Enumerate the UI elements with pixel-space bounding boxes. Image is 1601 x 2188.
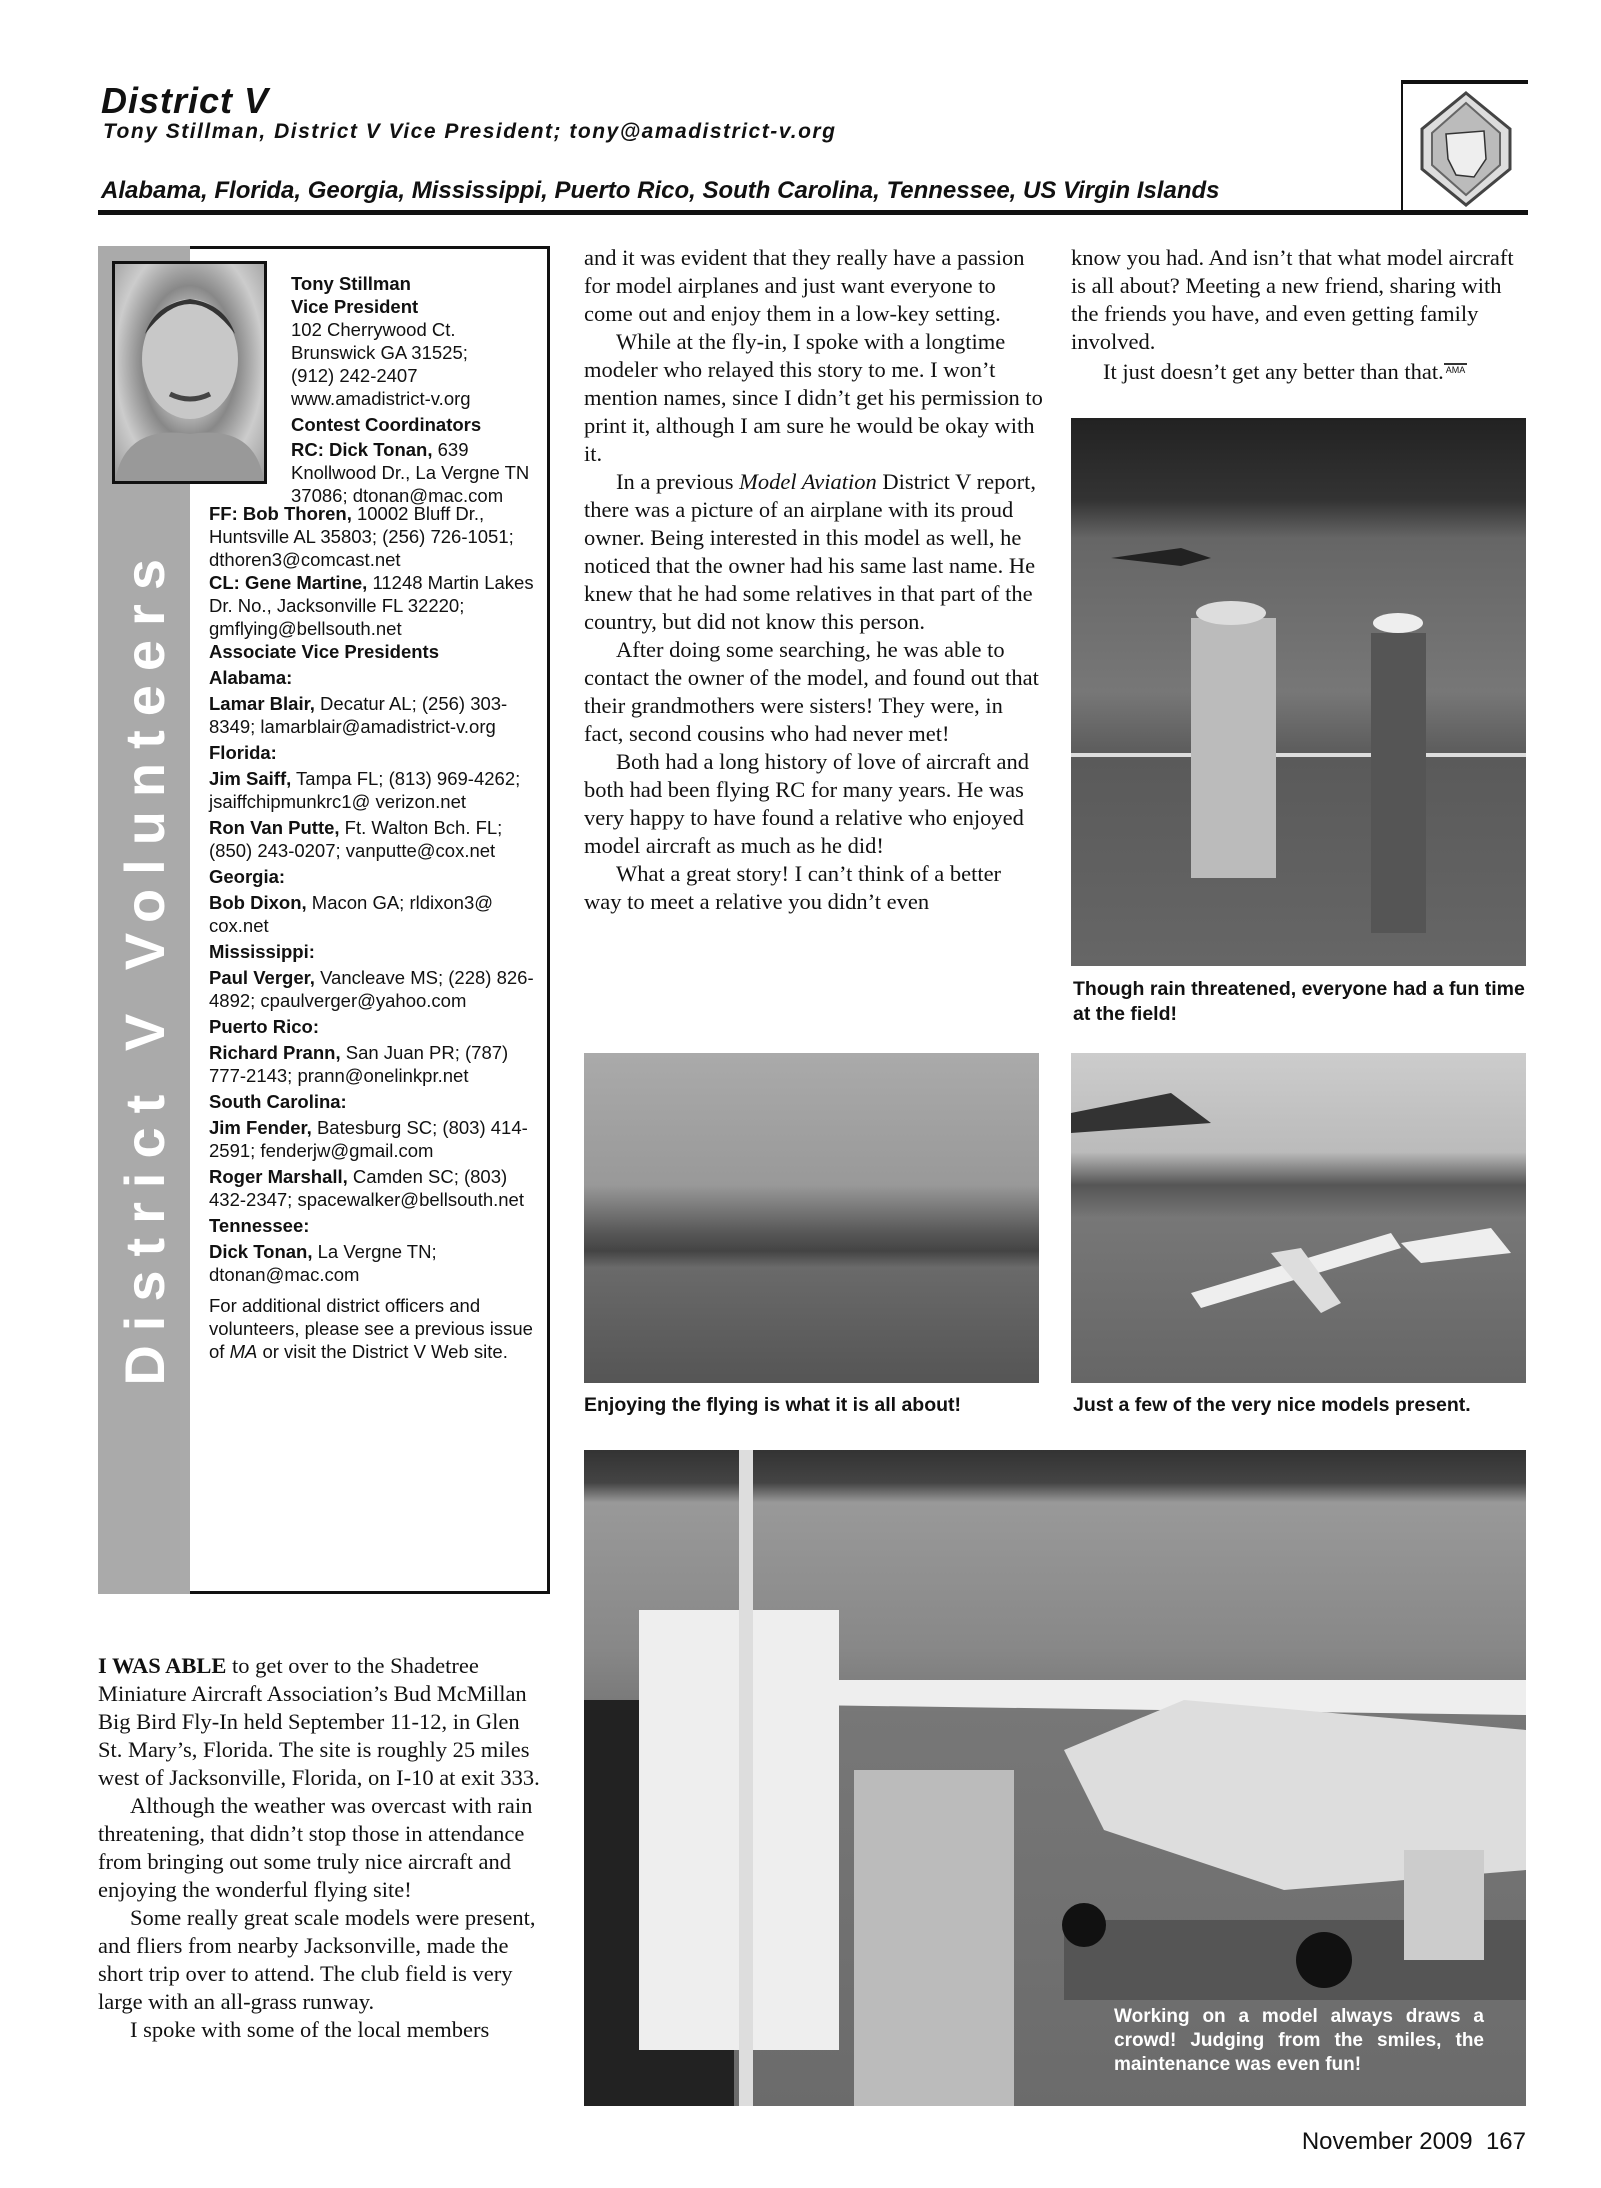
volunteer-info: La Vergne TN; dtonan@mac.com: [209, 1241, 437, 1285]
state-heading: Mississippi:: [209, 941, 315, 962]
volunteer-entry: [209, 891, 544, 937]
paragraph: What a great story! I can’t think of a better way to meet a relative you didn’t even: [584, 861, 1002, 914]
district-logo: [1401, 80, 1528, 213]
magazine-title: Model Aviation: [739, 469, 877, 494]
vp-title: Vice President: [291, 296, 419, 317]
volunteer-info: Ft. Walton Bch. FL; (850) 243-0207; vanputte@cox.net: [209, 817, 503, 861]
photo-models-tent: [1071, 1053, 1526, 1383]
note-text: For additional district officers and volunteers, please see a previous issue of: [209, 1295, 533, 1362]
ama-end-mark-icon: AMA: [1445, 365, 1466, 375]
paragraph-text: It just doesn’t get any better than that.: [1103, 359, 1444, 384]
photo-caption-overlay: Working on a model always draws a crowd! Judging from the smiles, the maintenance was even fun!: [1114, 2006, 1484, 2075]
volunteer-name: Richard Prann,: [209, 1042, 341, 1063]
volunteer-info: Batesburg SC; (803) 414-2591; fenderjw@gmail.com: [209, 1117, 528, 1161]
volunteer-entry: [209, 816, 544, 862]
volunteer-entry: [209, 767, 544, 813]
lead-in: I WAS ABLE: [98, 1653, 227, 1678]
byline: Tony Stillman, District V Vice President; tony@amadistrict-v.org: [103, 120, 837, 143]
section-title: District V: [101, 80, 270, 121]
volunteer-info: Decatur AL; (256) 303-8349; lamarblair@amadistrict-v.org: [209, 693, 508, 737]
photo-parking-field: [584, 1053, 1039, 1383]
state-heading: Georgia:: [209, 866, 286, 887]
note-ma: MA: [229, 1341, 258, 1362]
district-map-icon: [1416, 89, 1516, 209]
states-list: Alabama, Florida, Georgia, Mississippi, Puerto Rico, South Carolina, Tennessee, US Virgin Islands: [101, 177, 1220, 204]
volunteer-info: San Juan PR; (787) 777-2143; prann@onelinkpr.net: [209, 1042, 509, 1086]
paragraph-text: In a previous: [616, 469, 740, 494]
volunteer-name: Jim Fender,: [209, 1117, 312, 1138]
rc-label: RC: Dick Tonan,: [291, 439, 433, 460]
vp-contact: [291, 272, 541, 436]
rc-info: 639 Knollwood Dr., La Vergne TN 37086; dtonan@mac.com: [291, 439, 530, 506]
note-text-end: or visit the District V Web site.: [257, 1341, 508, 1362]
ff-info: 10002 Bluff Dr., Huntsville AL 35803; (256) 726-1051; dthoren3@comcast.net: [209, 503, 514, 570]
state-heading: Puerto Rico:: [209, 1016, 319, 1037]
article-column-2: [584, 244, 1044, 916]
volunteer-name: Dick Tonan,: [209, 1241, 313, 1262]
volunteer-info: Macon GA; rldixon3@ cox.net: [209, 892, 494, 936]
vp-website-link[interactable]: www.amadistrict-v.org: [291, 388, 471, 409]
vp-city: Brunswick GA 31525;: [291, 342, 468, 363]
sidebar-note: [209, 1294, 544, 1363]
state-heading: Florida:: [209, 742, 277, 763]
volunteer-info: Camden SC; (803) 432-2347; spacewalker@bellsouth.net: [209, 1166, 524, 1210]
state-heading: South Carolina:: [209, 1091, 347, 1112]
volunteer-name: Paul Verger,: [209, 967, 315, 988]
volunteer-entry: [209, 1165, 544, 1211]
paragraph-text: District V report, there was a picture of an airplane with its proud owner. Being interested in this model as well, he noticed that the owner had his same last name. He knew that he had some relatives in that part of the country, but did not know this person.: [584, 469, 1036, 634]
article-column-1: [98, 1652, 544, 2044]
paragraph: Both had a long history of love of aircraft and both had been flying RC for many years. He was very happy to have found a relative who enjoyed model aircraft as much as he did!: [584, 749, 1030, 858]
vp-name: Tony Stillman: [291, 273, 411, 294]
sidebar-contacts: [209, 502, 544, 1363]
photo-spectators-field: [1071, 418, 1526, 966]
ff-label: FF: Bob Thoren,: [209, 503, 352, 524]
page-number: 167: [1485, 2128, 1526, 2155]
volunteer-entry: [209, 1116, 544, 1162]
volunteer-name: Bob Dixon,: [209, 892, 307, 913]
article-column-3: [1071, 244, 1531, 386]
state-heading: Alabama:: [209, 667, 293, 688]
vp-portrait-photo: [112, 261, 267, 484]
paragraph: I spoke with some of the local members: [130, 2017, 490, 2042]
paragraph: [584, 468, 1044, 636]
volunteer-info: Tampa FL; (813) 969-4262; jsaiffchipmunkrc1@ verizon.net: [209, 768, 521, 812]
cl-info: 11248 Martin Lakes Dr. No., Jacksonville FL 32220; gmflying@bellsouth.net: [209, 572, 534, 639]
paragraph: [1071, 356, 1531, 386]
cl-label: CL: Gene Martine,: [209, 572, 368, 593]
sidebar-vertical-title: District V Volunteers: [112, 545, 176, 1386]
volunteer-entry: [209, 1041, 544, 1087]
paragraph: After doing some searching, he was able to contact the owner of the model, and found out that their grandmothers were sisters! They were, in fact, second cousins who had never met!: [584, 637, 1039, 746]
paragraph: know you had. And isn’t that what model aircraft is all about? Meeting a new friend, sharing with the friends you have, and even getting family involved.: [1071, 245, 1514, 354]
photo-caption: Just a few of the very nice models present.: [1073, 1394, 1471, 1416]
paragraph: and it was evident that they really have a passion for model airplanes and just want everyone to come out and enjoy them in a low-key setting.: [584, 245, 1025, 326]
state-heading: Tennessee:: [209, 1215, 310, 1236]
volunteer-name: Roger Marshall,: [209, 1166, 348, 1187]
paragraph: While at the fly-in, I spoke with a longtime modeler who relayed this story to me. I won’t mention names, since I didn’t get his permission to print it, although I am sure he would be okay with it.: [584, 329, 1043, 466]
photo-model-maintenance: [584, 1450, 1526, 2106]
volunteer-entry: [209, 692, 544, 738]
volunteer-name: Lamar Blair,: [209, 693, 315, 714]
photo-caption: Enjoying the flying is what it is all about!: [584, 1394, 962, 1416]
issue-date: November 2009: [1301, 2128, 1473, 2155]
vp-address: 102 Cherrywood Ct.: [291, 319, 456, 340]
volunteer-entry: [209, 966, 544, 1012]
paragraph: Some really great scale models were present, and fliers from nearby Jacksonville, made the short trip over to attend. The club field is very large with an all-grass runway.: [98, 1905, 536, 2014]
volunteer-name: Jim Saiff,: [209, 768, 292, 789]
paragraph-text: to get over to the Shadetree Miniature Aircraft Association’s Bud McMillan Big Bird Fly-In held September 11-12, in Glen St. Mary’s, Florida. The site is roughly 25 miles west of Jacksonville, Florida, on I-10 at exit 333.: [98, 1653, 540, 1790]
avp-heading: Associate Vice Presidents: [209, 641, 440, 662]
contest-coordinators-heading: Contest Coordinators: [291, 414, 482, 435]
rc-coordinator: [291, 438, 543, 507]
volunteer-entry: [209, 1240, 544, 1286]
page-footer: [1302, 2128, 1526, 2156]
paragraph: Although the weather was overcast with rain threatening, that didn’t stop those in attendance from bringing out some truly nice aircraft and enjoying the wonderful flying site!: [98, 1793, 533, 1902]
header-rule: [98, 210, 1528, 215]
volunteer-info: Vancleave MS; (228) 826-4892; cpaulverger@yahoo.com: [209, 967, 534, 1011]
paragraph: [98, 1652, 544, 1792]
volunteer-name: Ron Van Putte,: [209, 817, 340, 838]
photo-caption: Though rain threatened, everyone had a fun time at the field!: [1073, 978, 1525, 1025]
vp-phone: (912) 242-2407: [291, 365, 418, 386]
